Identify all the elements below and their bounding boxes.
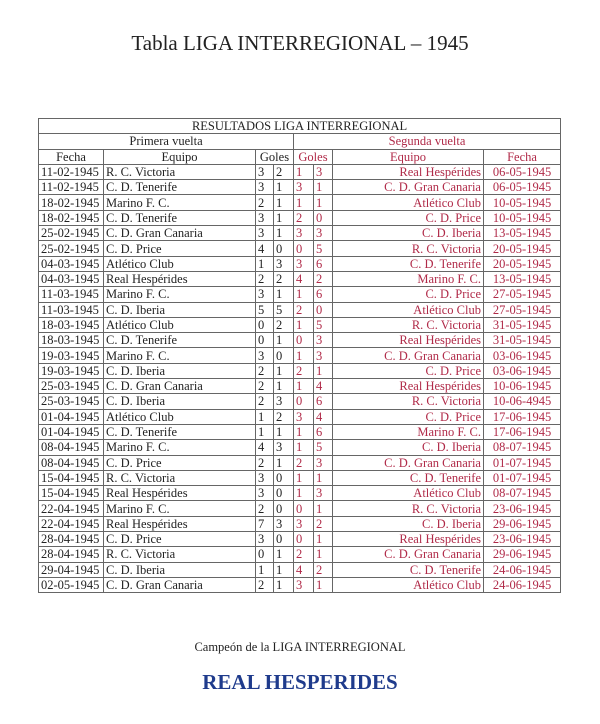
first-leg-team: Marino F. C.	[104, 195, 256, 210]
second-leg-team: C. D. Tenerife	[333, 256, 484, 271]
second-leg-goals-away: 4	[314, 409, 333, 424]
first-leg-date: 19-03-1945	[39, 348, 104, 363]
second-leg-goals-away: 6	[314, 394, 333, 409]
table-row	[39, 562, 561, 577]
first-leg-goals-away: 2	[274, 164, 294, 179]
first-leg-team: C. D. Tenerife	[104, 424, 256, 439]
first-leg-team: C. D. Iberia	[104, 302, 256, 317]
second-leg-goals-home: 1	[294, 348, 314, 363]
second-leg-goals-home: 4	[294, 562, 314, 577]
first-leg-team: R. C. Victoria	[104, 547, 256, 562]
second-leg-goals-away: 3	[314, 455, 333, 470]
first-leg-date: 28-04-1945	[39, 547, 104, 562]
first-leg-team: Atlético Club	[104, 256, 256, 271]
first-leg-team: C. D. Gran Canaria	[104, 577, 256, 592]
first-leg-team: Marino F. C.	[104, 287, 256, 302]
second-leg-team: C. D. Gran Canaria	[333, 180, 484, 195]
table-row	[39, 516, 561, 531]
first-leg-date: 18-02-1945	[39, 195, 104, 210]
first-leg-goals-home: 2	[256, 379, 274, 394]
second-leg-goals-home: 1	[294, 470, 314, 485]
first-leg-goals-home: 2	[256, 195, 274, 210]
second-leg-team: C. D. Price	[333, 409, 484, 424]
table-row	[39, 226, 561, 241]
second-leg-goals-home: 2	[294, 455, 314, 470]
champion-name: REAL HESPERIDES	[202, 670, 398, 694]
first-leg-date: 25-02-1945	[39, 226, 104, 241]
second-leg-goals-away: 3	[314, 486, 333, 501]
first-leg-date: 18-03-1945	[39, 333, 104, 348]
table-row	[39, 501, 561, 516]
first-leg-team: Marino F. C.	[104, 501, 256, 516]
first-leg-team: Marino F. C.	[104, 440, 256, 455]
second-leg-goals-away: 6	[314, 424, 333, 439]
first-leg-goals-away: 5	[274, 302, 294, 317]
first-leg-goals-home: 3	[256, 226, 274, 241]
first-leg-date: 08-04-1945	[39, 455, 104, 470]
table-row	[39, 302, 561, 317]
second-leg-goals-away: 1	[314, 547, 333, 562]
first-leg-team: C. D. Price	[104, 455, 256, 470]
first-leg-date: 22-04-1945	[39, 501, 104, 516]
table-caption: RESULTADOS LIGA INTERREGIONAL	[39, 119, 561, 134]
first-leg-date: 11-03-1945	[39, 302, 104, 317]
second-leg-goals-away: 5	[314, 317, 333, 332]
second-leg-date: 01-07-1945	[484, 470, 561, 485]
first-leg-goals-home: 4	[256, 440, 274, 455]
table-row	[39, 547, 561, 562]
second-leg-goals-home: 1	[294, 486, 314, 501]
first-leg-goals-home: 3	[256, 486, 274, 501]
second-leg-goals-away: 3	[314, 348, 333, 363]
second-leg-goals-home: 3	[294, 577, 314, 592]
first-leg-team: Atlético Club	[104, 409, 256, 424]
first-leg-date: 15-04-1945	[39, 470, 104, 485]
second-leg-team: R. C. Victoria	[333, 317, 484, 332]
second-leg-date: 13-05-1945	[484, 271, 561, 286]
first-leg-goals-away: 0	[274, 501, 294, 516]
first-leg-team: Real Hespérides	[104, 516, 256, 531]
first-leg-date: 18-03-1945	[39, 317, 104, 332]
first-leg-date: 01-04-1945	[39, 409, 104, 424]
table-row	[39, 164, 561, 179]
second-leg-goals-away: 6	[314, 287, 333, 302]
first-leg-team: C. D. Tenerife	[104, 210, 256, 225]
table-row	[39, 210, 561, 225]
first-leg-date: 25-02-1945	[39, 241, 104, 256]
table-row	[39, 348, 561, 363]
second-leg-goals-home: 0	[294, 532, 314, 547]
table-row	[39, 409, 561, 424]
first-leg-goals-away: 0	[274, 348, 294, 363]
first-leg-goals-away: 1	[274, 180, 294, 195]
second-leg-goals-away: 1	[314, 470, 333, 485]
second-leg-goals-away: 1	[314, 577, 333, 592]
first-leg-goals-away: 3	[274, 516, 294, 531]
first-leg-team: Marino F. C.	[104, 348, 256, 363]
first-leg-team: C. D. Tenerife	[104, 333, 256, 348]
first-leg-date: 18-02-1945	[39, 210, 104, 225]
first-leg-team: C. D. Iberia	[104, 562, 256, 577]
table-row	[39, 333, 561, 348]
first-leg-date: 02-05-1945	[39, 577, 104, 592]
first-leg-goals-home: 1	[256, 409, 274, 424]
second-leg-date: 23-06-1945	[484, 532, 561, 547]
second-leg-date: 31-05-1945	[484, 333, 561, 348]
second-leg-team: Marino F. C.	[333, 424, 484, 439]
table-row	[39, 363, 561, 378]
second-leg-goals-home: 1	[294, 317, 314, 332]
second-leg-team: Atlético Club	[333, 486, 484, 501]
first-leg-goals-home: 3	[256, 348, 274, 363]
second-leg-date: 23-06-1945	[484, 501, 561, 516]
second-leg-date: 31-05-1945	[484, 317, 561, 332]
first-leg-goals-away: 0	[274, 532, 294, 547]
first-leg-date: 11-03-1945	[39, 287, 104, 302]
second-leg-date: 24-06-1945	[484, 562, 561, 577]
second-leg-date: 06-05-1945	[484, 180, 561, 195]
first-leg-goals-home: 3	[256, 470, 274, 485]
first-leg-date: 11-02-1945	[39, 164, 104, 179]
second-leg-date: 08-07-1945	[484, 440, 561, 455]
first-leg-date: 01-04-1945	[39, 424, 104, 439]
first-leg-goals-home: 4	[256, 241, 274, 256]
second-leg-team: C. D. Price	[333, 210, 484, 225]
second-leg-team: C. D. Price	[333, 287, 484, 302]
first-leg-team: C. D. Gran Canaria	[104, 379, 256, 394]
second-leg-goals-home: 0	[294, 394, 314, 409]
results-table	[38, 118, 561, 593]
second-leg-date: 08-07-1945	[484, 486, 561, 501]
first-leg-date: 28-04-1945	[39, 532, 104, 547]
second-leg-header: Segunda vuelta	[294, 134, 561, 149]
first-leg-date: 08-04-1945	[39, 440, 104, 455]
second-leg-goals-home: 3	[294, 256, 314, 271]
first-leg-team: Real Hespérides	[104, 486, 256, 501]
first-leg-goals-away: 0	[274, 486, 294, 501]
second-leg-goals-home: 2	[294, 547, 314, 562]
table-row	[39, 455, 561, 470]
second-leg-date: 24-06-1945	[484, 577, 561, 592]
first-leg-goals-home: 2	[256, 577, 274, 592]
second-leg-goals-away: 2	[314, 516, 333, 531]
second-leg-goals-home: 3	[294, 180, 314, 195]
second-leg-team: Atlético Club	[333, 302, 484, 317]
second-leg-team: Real Hespérides	[333, 379, 484, 394]
header-goles: Goles	[256, 149, 294, 164]
first-leg-header: Primera vuelta	[39, 134, 294, 149]
first-leg-goals-away: 1	[274, 287, 294, 302]
second-leg-team: C. D. Iberia	[333, 516, 484, 531]
first-leg-goals-home: 3	[256, 210, 274, 225]
second-leg-goals-away: 3	[314, 164, 333, 179]
second-leg-goals-away: 4	[314, 379, 333, 394]
table-row	[39, 470, 561, 485]
second-leg-goals-home: 0	[294, 501, 314, 516]
table-row	[39, 379, 561, 394]
second-leg-date: 10-05-1945	[484, 195, 561, 210]
first-leg-goals-away: 1	[274, 226, 294, 241]
first-leg-goals-home: 3	[256, 532, 274, 547]
second-leg-date: 27-05-1945	[484, 287, 561, 302]
second-leg-goals-home: 3	[294, 516, 314, 531]
first-leg-team: Real Hespérides	[104, 271, 256, 286]
second-leg-goals-home: 1	[294, 195, 314, 210]
second-leg-goals-away: 0	[314, 210, 333, 225]
second-leg-date: 06-05-1945	[484, 164, 561, 179]
first-leg-goals-away: 1	[274, 379, 294, 394]
champion-label: Campeón de la LIGA INTERREGIONAL	[194, 640, 406, 654]
first-leg-date: 15-04-1945	[39, 486, 104, 501]
second-leg-goals-away: 3	[314, 333, 333, 348]
second-leg-goals-away: 1	[314, 363, 333, 378]
first-leg-goals-home: 3	[256, 180, 274, 195]
second-leg-goals-away: 1	[314, 180, 333, 195]
table-row	[39, 287, 561, 302]
table-row	[39, 271, 561, 286]
first-leg-goals-home: 0	[256, 547, 274, 562]
second-leg-date: 10-06-4945	[484, 394, 561, 409]
second-leg-team: C. D. Tenerife	[333, 470, 484, 485]
second-leg-goals-home: 1	[294, 379, 314, 394]
second-leg-goals-home: 3	[294, 409, 314, 424]
first-leg-goals-home: 1	[256, 562, 274, 577]
table-row	[39, 440, 561, 455]
header-fecha: Fecha	[39, 149, 104, 164]
second-leg-goals-home: 1	[294, 440, 314, 455]
table-row	[39, 241, 561, 256]
first-leg-goals-away: 1	[274, 363, 294, 378]
second-leg-date: 01-07-1945	[484, 455, 561, 470]
second-leg-team: C. D. Gran Canaria	[333, 455, 484, 470]
second-leg-goals-away: 2	[314, 271, 333, 286]
page-title: Tabla LIGA INTERREGIONAL – 1945	[131, 31, 469, 55]
first-leg-goals-home: 2	[256, 271, 274, 286]
second-leg-goals-home: 3	[294, 226, 314, 241]
second-leg-team: C. D. Iberia	[333, 440, 484, 455]
first-leg-goals-away: 1	[274, 547, 294, 562]
second-leg-goals-home: 2	[294, 302, 314, 317]
first-leg-goals-home: 3	[256, 164, 274, 179]
second-leg-team: Real Hespérides	[333, 333, 484, 348]
second-leg-team: Real Hespérides	[333, 164, 484, 179]
first-leg-team: C. D. Iberia	[104, 394, 256, 409]
table-row	[39, 486, 561, 501]
second-leg-date: 17-06-1945	[484, 424, 561, 439]
second-leg-date: 29-06-1945	[484, 547, 561, 562]
first-leg-goals-away: 3	[274, 394, 294, 409]
first-leg-team: C. D. Price	[104, 532, 256, 547]
first-leg-goals-home: 2	[256, 363, 274, 378]
first-leg-team: R. C. Victoria	[104, 164, 256, 179]
second-leg-date: 27-05-1945	[484, 302, 561, 317]
first-leg-goals-away: 1	[274, 577, 294, 592]
table-row	[39, 577, 561, 592]
second-leg-team: Atlético Club	[333, 577, 484, 592]
first-leg-date: 29-04-1945	[39, 562, 104, 577]
second-leg-team: C. D. Gran Canaria	[333, 348, 484, 363]
first-leg-team: C. D. Price	[104, 241, 256, 256]
second-leg-goals-home: 2	[294, 210, 314, 225]
first-leg-team: C. D. Gran Canaria	[104, 226, 256, 241]
first-leg-goals-away: 1	[274, 455, 294, 470]
first-leg-goals-away: 1	[274, 195, 294, 210]
table-row	[39, 256, 561, 271]
first-leg-date: 19-03-1945	[39, 363, 104, 378]
first-leg-goals-away: 1	[274, 333, 294, 348]
first-leg-goals-home: 0	[256, 317, 274, 332]
first-leg-goals-home: 2	[256, 394, 274, 409]
second-leg-goals-away: 1	[314, 532, 333, 547]
header-goles-second: Goles	[294, 149, 333, 164]
table-row	[39, 532, 561, 547]
header-equipo: Equipo	[104, 149, 256, 164]
second-leg-goals-away: 5	[314, 440, 333, 455]
second-leg-team: C. D. Iberia	[333, 226, 484, 241]
first-leg-goals-away: 0	[274, 241, 294, 256]
second-leg-team: R. C. Victoria	[333, 394, 484, 409]
first-leg-goals-away: 1	[274, 424, 294, 439]
second-leg-date: 03-06-1945	[484, 363, 561, 378]
first-leg-goals-away: 1	[274, 210, 294, 225]
second-leg-date: 29-06-1945	[484, 516, 561, 531]
second-leg-date: 10-06-1945	[484, 379, 561, 394]
first-leg-goals-home: 2	[256, 501, 274, 516]
first-leg-goals-away: 1	[274, 562, 294, 577]
first-leg-team: Atlético Club	[104, 317, 256, 332]
second-leg-goals-home: 4	[294, 271, 314, 286]
first-leg-goals-home: 0	[256, 333, 274, 348]
first-leg-goals-away: 2	[274, 317, 294, 332]
second-leg-goals-home: 1	[294, 424, 314, 439]
second-leg-team: Real Hespérides	[333, 532, 484, 547]
first-leg-date: 22-04-1945	[39, 516, 104, 531]
second-leg-team: C. D. Gran Canaria	[333, 547, 484, 562]
second-leg-team: C. D. Price	[333, 363, 484, 378]
first-leg-goals-away: 2	[274, 409, 294, 424]
second-leg-team: R. C. Victoria	[333, 241, 484, 256]
header-equipo-second: Equipo	[333, 149, 484, 164]
second-leg-team: Marino F. C.	[333, 271, 484, 286]
first-leg-date: 25-03-1945	[39, 394, 104, 409]
table-row	[39, 394, 561, 409]
first-leg-goals-home: 2	[256, 455, 274, 470]
second-leg-goals-home: 0	[294, 241, 314, 256]
first-leg-date: 04-03-1945	[39, 271, 104, 286]
first-leg-team: R. C. Victoria	[104, 470, 256, 485]
table-row	[39, 180, 561, 195]
first-leg-team: C. D. Tenerife	[104, 180, 256, 195]
second-leg-date: 13-05-1945	[484, 226, 561, 241]
first-leg-goals-home: 1	[256, 424, 274, 439]
second-leg-goals-away: 6	[314, 256, 333, 271]
second-leg-goals-away: 1	[314, 501, 333, 516]
second-leg-goals-home: 1	[294, 164, 314, 179]
header-fecha-second: Fecha	[484, 149, 561, 164]
first-leg-goals-away: 3	[274, 256, 294, 271]
first-leg-goals-home: 1	[256, 256, 274, 271]
second-leg-team: C. D. Tenerife	[333, 562, 484, 577]
first-leg-goals-home: 3	[256, 287, 274, 302]
first-leg-goals-away: 3	[274, 440, 294, 455]
first-leg-team: C. D. Iberia	[104, 363, 256, 378]
first-leg-goals-home: 7	[256, 516, 274, 531]
table-row	[39, 424, 561, 439]
first-leg-goals-away: 2	[274, 271, 294, 286]
table-row	[39, 195, 561, 210]
second-leg-goals-away: 3	[314, 226, 333, 241]
first-leg-goals-away: 0	[274, 470, 294, 485]
second-leg-goals-home: 0	[294, 333, 314, 348]
first-leg-date: 11-02-1945	[39, 180, 104, 195]
second-leg-goals-away: 2	[314, 562, 333, 577]
second-leg-date: 20-05-1945	[484, 256, 561, 271]
second-leg-goals-away: 0	[314, 302, 333, 317]
second-leg-date: 10-05-1945	[484, 210, 561, 225]
table-row	[39, 317, 561, 332]
second-leg-goals-away: 1	[314, 195, 333, 210]
second-leg-goals-away: 5	[314, 241, 333, 256]
first-leg-goals-home: 5	[256, 302, 274, 317]
second-leg-goals-home: 1	[294, 287, 314, 302]
second-leg-team: R. C. Victoria	[333, 501, 484, 516]
second-leg-goals-home: 2	[294, 363, 314, 378]
second-leg-date: 17-06-1945	[484, 409, 561, 424]
second-leg-team: Atlético Club	[333, 195, 484, 210]
second-leg-date: 20-05-1945	[484, 241, 561, 256]
first-leg-date: 04-03-1945	[39, 256, 104, 271]
first-leg-date: 25-03-1945	[39, 379, 104, 394]
second-leg-date: 03-06-1945	[484, 348, 561, 363]
